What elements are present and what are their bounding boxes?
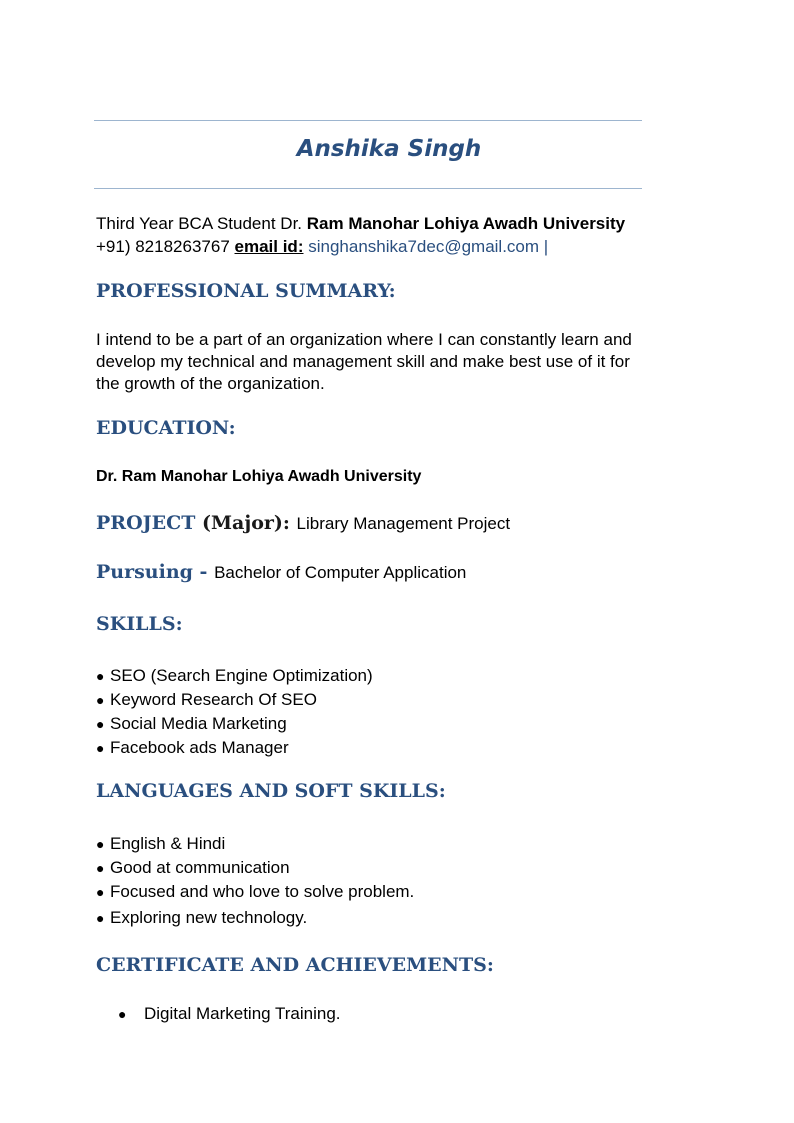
bullet-icon: ● (96, 716, 105, 732)
summary-paragraph (96, 329, 706, 395)
bullet-icon: ● (96, 692, 105, 708)
education-university: Dr. Ram Manohar Lohiya Awadh University (96, 468, 422, 485)
intro-prefix: Third Year BCA Student Dr. (96, 214, 303, 233)
skill-text: Social Media Marketing (110, 714, 287, 733)
project-label: PROJECT (96, 512, 196, 534)
skill-text: Keyword Research Of SEO (110, 690, 317, 709)
contact-line (96, 236, 548, 258)
summary-line: the growth of the organization. (96, 374, 325, 393)
phone-number: +91) 8218263767 (96, 237, 230, 256)
languages-list (96, 832, 414, 930)
project-value: Library Management Project (296, 514, 511, 533)
bullet-icon: ● (118, 1006, 127, 1022)
email-label: email id: (234, 237, 304, 256)
pursuing-heading (96, 561, 466, 583)
bullet-icon: ● (96, 836, 105, 852)
intro-university: Ram Manohar Lohiya Awadh University (306, 214, 626, 233)
list-item (96, 880, 414, 904)
candidate-name: Anshika Singh (296, 136, 482, 162)
email-address[interactable]: singhanshika7dec@gmail.com | (308, 237, 549, 256)
list-item (118, 1004, 341, 1024)
summary-line: develop my technical and management skill and make best use of it for (96, 352, 630, 371)
list-item (96, 664, 373, 688)
skill-text: SEO (Search Engine Optimization) (110, 666, 373, 685)
list-item (96, 906, 414, 930)
language-text: English & Hindi (110, 834, 226, 853)
education-heading: EDUCATION: (96, 417, 236, 439)
language-text: Focused and who love to solve problem. (110, 882, 415, 901)
pursuing-value: Bachelor of Computer Application (214, 563, 467, 582)
summary-heading: PROFESSIONAL SUMMARY: (96, 280, 396, 302)
name-divider (94, 188, 642, 189)
list-item (96, 712, 373, 736)
bullet-icon: ● (96, 910, 105, 926)
bullet-icon: ● (96, 668, 105, 684)
language-text: Exploring new technology. (110, 908, 308, 927)
skills-list (96, 664, 373, 760)
project-qualifier: (Major): (202, 512, 290, 534)
skill-text: Facebook ads Manager (110, 738, 289, 757)
list-item (96, 736, 373, 760)
bullet-icon: ● (96, 884, 105, 900)
summary-line: I intend to be a part of an organization where I can constantly learn and (96, 330, 632, 349)
intro-line (96, 213, 625, 235)
list-item (96, 688, 373, 712)
project-heading (96, 512, 510, 534)
list-item (96, 832, 414, 856)
bullet-icon: ● (96, 860, 105, 876)
certificate-text: Digital Marketing Training. (144, 1004, 341, 1023)
list-item (96, 856, 414, 880)
pursuing-label: Pursuing - (96, 561, 208, 583)
bullet-icon: ● (96, 740, 105, 756)
top-divider (94, 120, 642, 121)
skills-heading: SKILLS: (96, 613, 183, 635)
certificates-heading: CERTIFICATE AND ACHIEVEMENTS: (96, 954, 494, 976)
languages-heading: LANGUAGES AND SOFT SKILLS: (96, 780, 446, 802)
language-text: Good at communication (110, 858, 290, 877)
